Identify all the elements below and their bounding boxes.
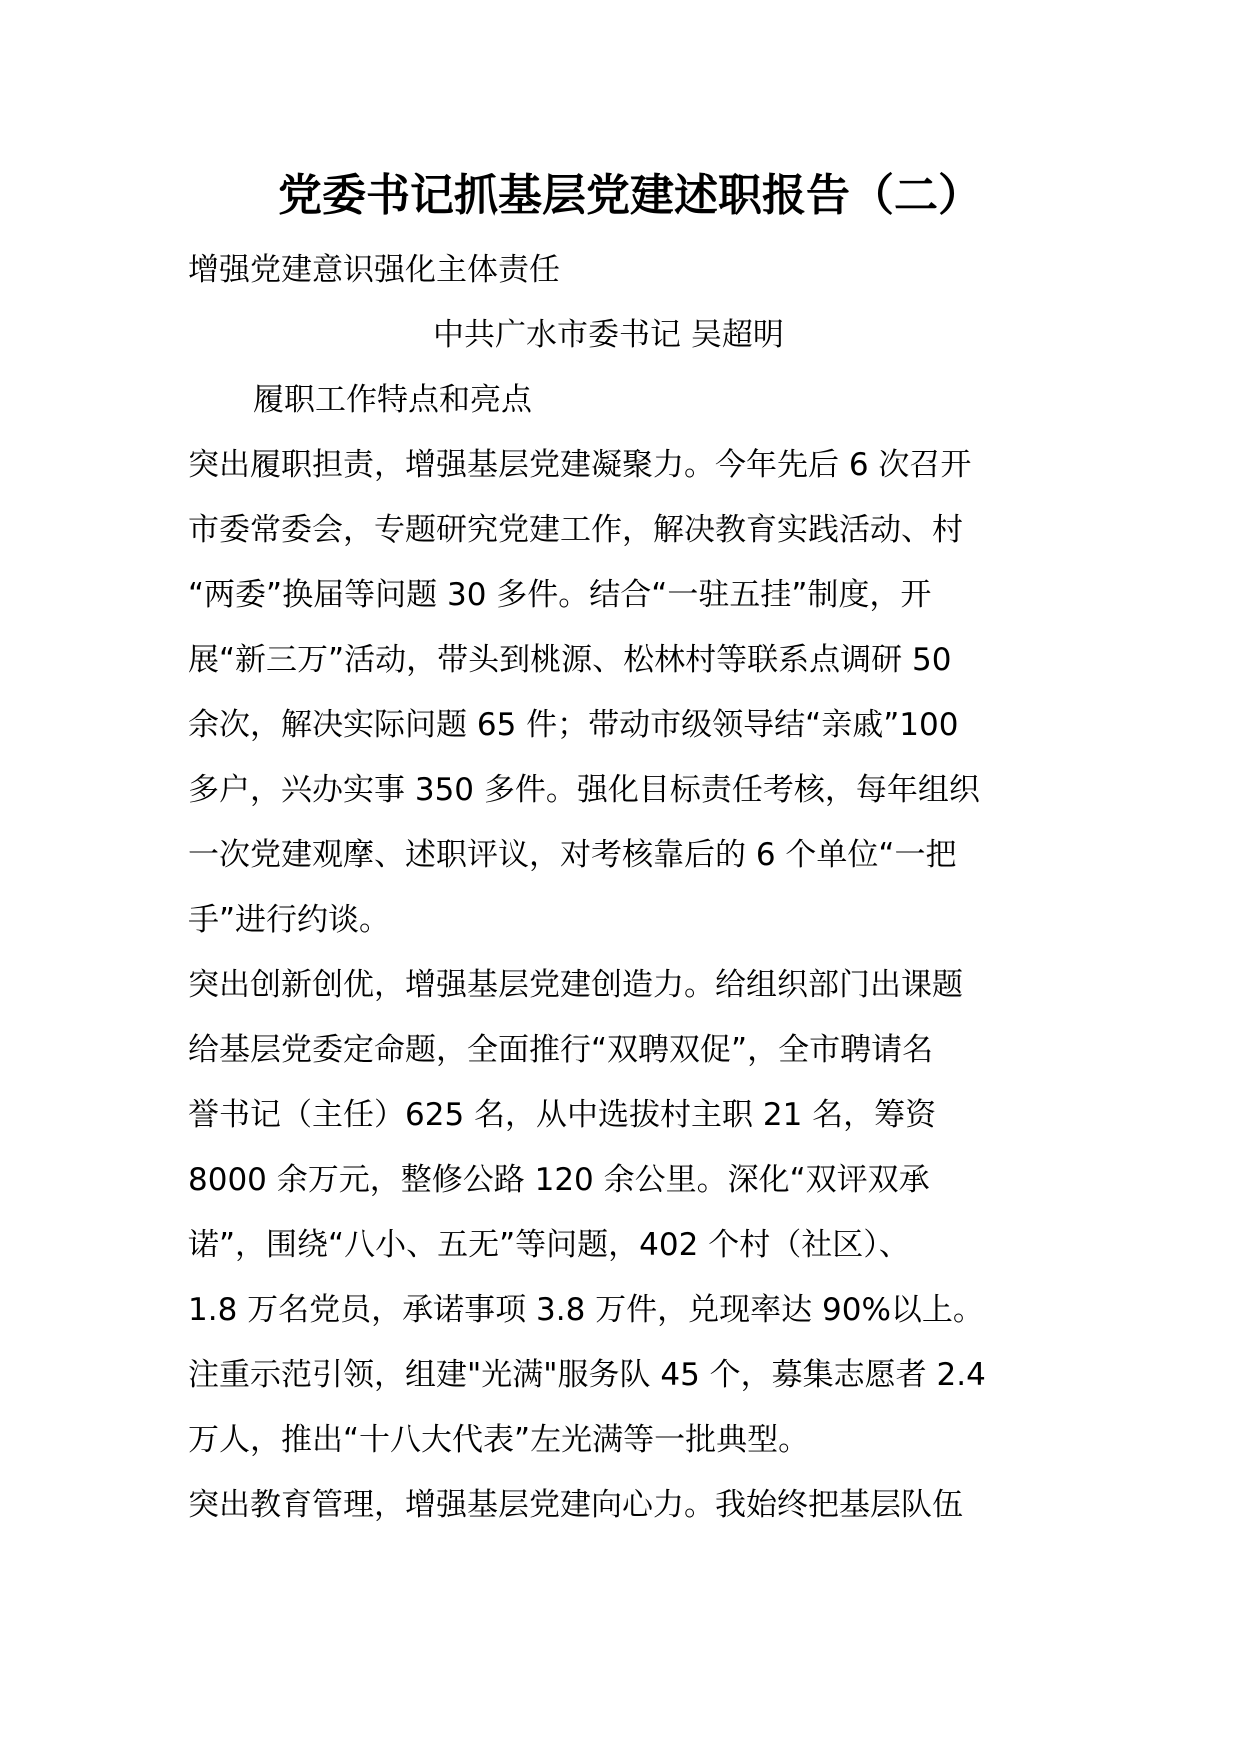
body-line: 诺”，围绕“八小、五无”等问题，402 个村（社区）、: [188, 1227, 910, 1263]
body-line: 多户，兴办实事 350 多件。强化目标责任考核，每年组织: [188, 772, 980, 808]
body-line: 誉书记（主任）625 名，从中选拔村主职 21 名，筹资: [188, 1097, 937, 1133]
document-title: 党委书记抓基层党建述职报告（二）: [278, 170, 982, 221]
body-line: 市委常委会，专题研究党建工作，解决教育实践活动、村: [188, 512, 963, 548]
body-line: 展“新三万”活动，带头到桃源、松林村等联系点调研 50: [188, 642, 952, 678]
document-subtitle: 增强党建意识强化主体责任: [188, 252, 560, 288]
body-line: 突出教育管理，增强基层党建向心力。我始终把基层队伍: [188, 1487, 963, 1523]
body-line: 1.8 万名党员，承诺事项 3.8 万件，兑现率达 90%以上。: [188, 1292, 984, 1328]
body-line: 8000 余万元，整修公路 120 余公里。深化“双评双承: [188, 1162, 930, 1198]
body-line: 万人，推出“十八大代表”左光满等一批典型。: [188, 1422, 810, 1458]
body-line: “两委”换届等问题 30 多件。结合“一驻五挂”制度，开: [188, 577, 932, 613]
body-line: 一次党建观摩、述职评议，对考核靠后的 6 个单位“一把: [188, 837, 957, 873]
body-line: 手”进行约谈。: [188, 902, 391, 938]
body-line: 突出创新创优，增强基层党建创造力。给组织部门出课题: [188, 967, 963, 1003]
body-line: 余次，解决实际问题 65 件；带动市级领导结“亲戚”100: [188, 707, 959, 743]
body-line: 给基层党委定命题，全面推行“双聘双促”，全市聘请名: [188, 1032, 934, 1068]
body-line: 突出履职担责，增强基层党建凝聚力。今年先后 6 次召开: [188, 447, 972, 483]
document-author: 中共广水市委书记 吴超明: [433, 317, 784, 353]
body-line: 注重示范引领，组建"光满"服务队 45 个，募集志愿者 2.4: [188, 1357, 986, 1393]
section-heading: 履职工作特点和亮点: [253, 382, 532, 418]
